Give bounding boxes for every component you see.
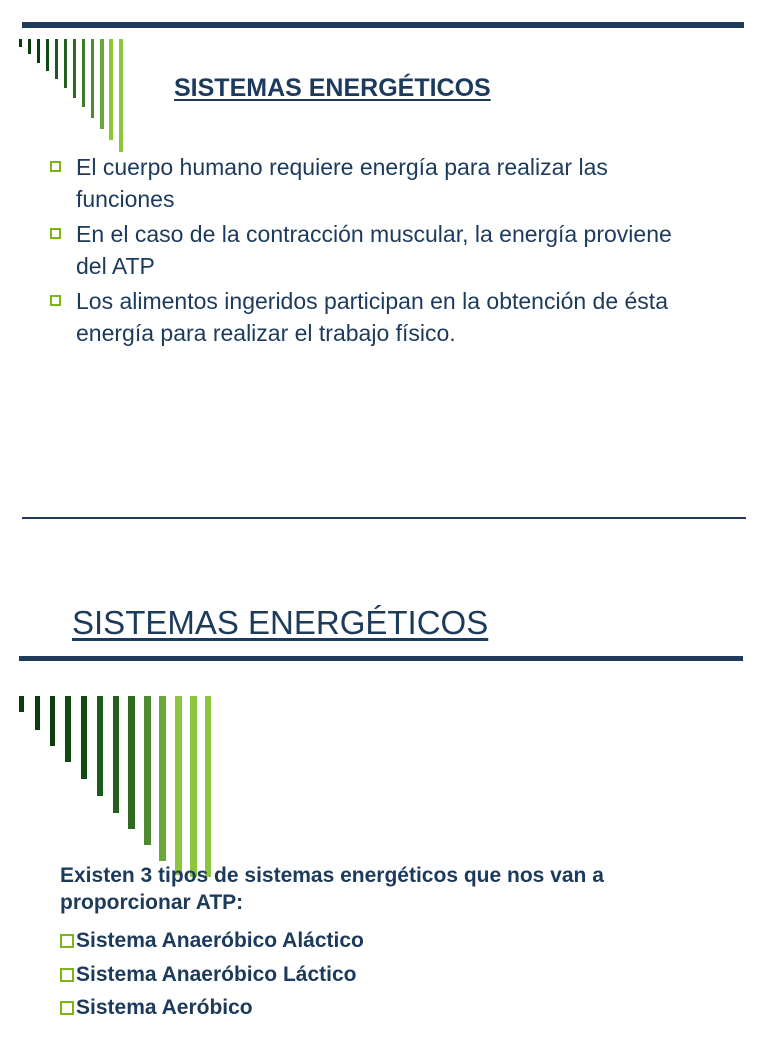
slide-2-bullet-list bbox=[60, 924, 364, 1025]
square-bullet-icon bbox=[60, 1001, 74, 1015]
list-item bbox=[50, 285, 700, 349]
slide-2-title: SISTEMAS ENERGÉTICOS bbox=[72, 604, 489, 641]
square-bullet-icon bbox=[60, 968, 74, 982]
bullet-text: En el caso de la contracción muscular, la energía proviene del ATP bbox=[76, 221, 672, 279]
page-divider bbox=[22, 517, 746, 519]
square-bullet-icon bbox=[50, 161, 61, 172]
slide-1-bullet-list bbox=[50, 151, 700, 352]
square-bullet-icon bbox=[50, 228, 61, 239]
list-item bbox=[50, 218, 700, 282]
bullet-text: Sistema Aeróbico bbox=[76, 996, 253, 1019]
bullet-text: El cuerpo humano requiere energía para realizar las funciones bbox=[76, 154, 608, 212]
list-item bbox=[60, 991, 364, 1025]
square-bullet-icon bbox=[60, 934, 74, 948]
slide-2-intro: Existen 3 tipos de sistemas energéticos que nos van a proporcionar ATP: bbox=[60, 864, 604, 914]
list-item bbox=[60, 958, 364, 992]
bullet-text: Sistema Anaeróbico Láctico bbox=[76, 962, 357, 986]
list-item bbox=[60, 924, 364, 958]
slide-2 bbox=[0, 520, 768, 1024]
slide-1-title: SISTEMAS ENERGÉTICOS bbox=[174, 74, 491, 102]
bullet-text: Sistema Anaeróbico Aláctico bbox=[76, 929, 364, 952]
stripes-decoration-icon bbox=[0, 0, 140, 160]
list-item bbox=[50, 151, 700, 215]
slide-1 bbox=[0, 0, 768, 512]
title-rule bbox=[19, 656, 743, 661]
square-bullet-icon bbox=[50, 295, 61, 306]
bullet-text: Los alimentos ingeridos participan en la obtención de ésta energía para realizar el trabajo físico. bbox=[76, 288, 668, 346]
